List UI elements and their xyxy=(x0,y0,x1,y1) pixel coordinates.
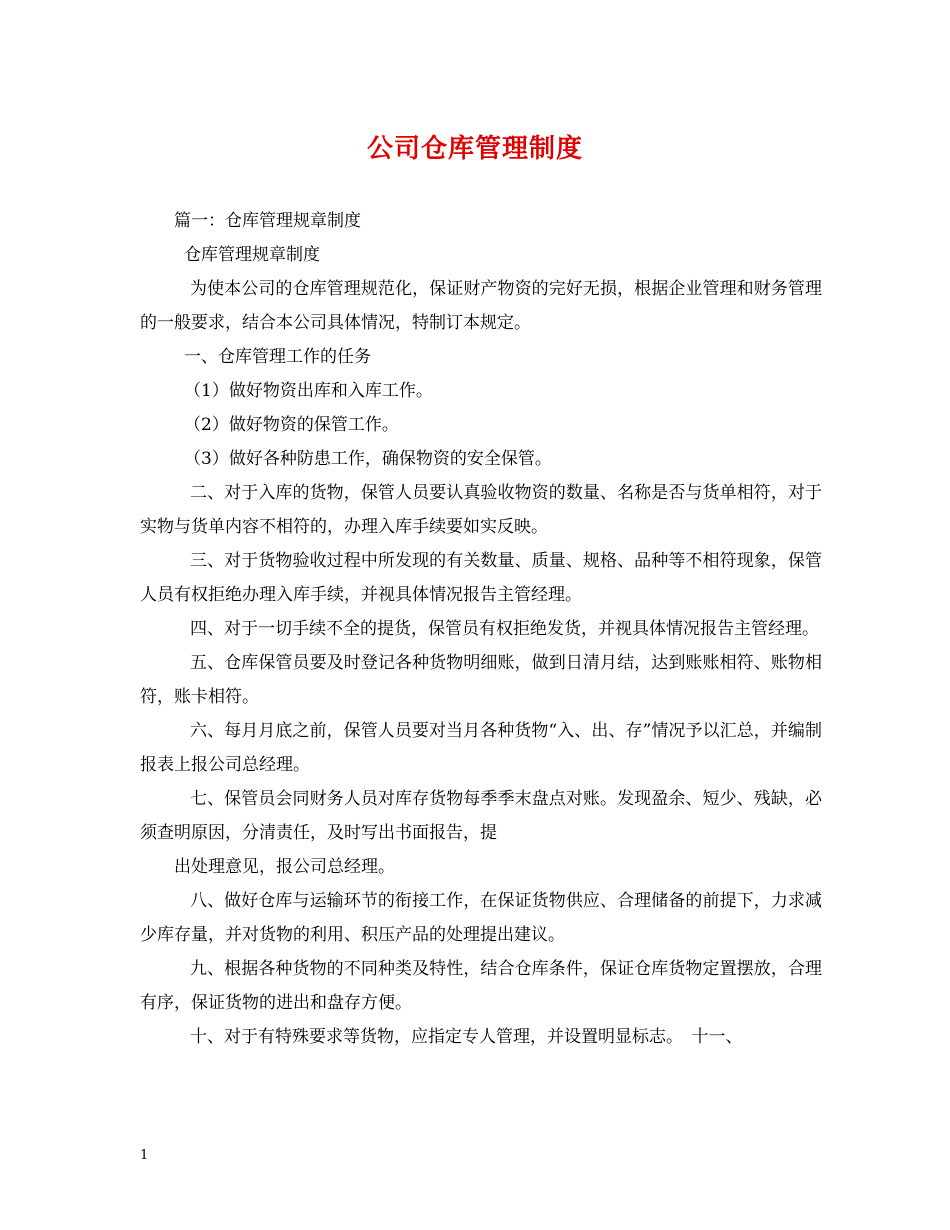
document-title: 公司仓库管理制度 xyxy=(366,134,583,164)
paragraph-item-7-continued: 出处理意见，报公司总经理。 xyxy=(174,857,395,877)
paragraph-item-8: 八、做好仓库与运输环节的衔接工作，在保证货物供应、合理储备的前提下，力求减少库存量，并对货物的利用、积压产品的处理提出建议。 xyxy=(140,891,822,945)
paragraph-item-5: 五、仓库保管员要及时登记各种货物明细账，做到日清月结，达到账账相符、账物相符，账卡相符。 xyxy=(140,653,822,707)
page-number: 1 xyxy=(140,1148,149,1163)
paragraph-subitem-1: （1）做好物资出库和入库工作。 xyxy=(184,381,433,401)
section-heading: 篇一：仓库管理规章制度 xyxy=(174,211,361,231)
paragraph-item-7: 七、保管员会同财务人员对库存货物每季季末盘点对账。发现盈余、短少、残缺，必须查明原因，分清责任，及时写出书面报告，提 xyxy=(140,789,822,843)
paragraph-intro: 为使本公司的仓库管理规范化，保证财产物资的完好无损，根据企业管理和财务管理的一般要求，结合本公司具体情况，特制订本规定。 xyxy=(140,279,822,333)
paragraph-subitem-3: （3）做好各种防患工作，确保物资的安全保管。 xyxy=(184,449,552,469)
paragraph-item-2: 二、对于入库的货物，保管人员要认真验收物资的数量、名称是否与货单相符，对于实物与货单内容不相符的，办理入库手续要如实反映。 xyxy=(140,483,822,537)
paragraph-item-6: 六、每月月底之前，保管人员要对当月各种货物“入、出、存”情况予以汇总，并编制报表上报公司总经理。 xyxy=(140,721,822,775)
paragraph-item-4: 四、对于一切手续不全的提货，保管员有权拒绝发货，并视具体情况报告主管经理。 xyxy=(190,619,819,639)
paragraph-item-3: 三、对于货物验收过程中所发现的有关数量、质量、规格、品种等不相符现象，保管人员有权拒绝办理入库手续，并视具体情况报告主管经理。 xyxy=(140,551,822,605)
paragraph-subitem-2: （2）做好物资的保管工作。 xyxy=(184,415,399,435)
paragraph-item-1: 一、仓库管理工作的任务 xyxy=(184,347,371,367)
document-body xyxy=(140,204,822,1054)
subtitle: 仓库管理规章制度 xyxy=(184,245,320,265)
paragraph-item-10: 十、对于有特殊要求等货物，应指定专人管理，并设置明显标志。 十一、 xyxy=(190,1027,743,1047)
paragraph-item-9: 九、根据各种货物的不同种类及特性，结合仓库条件，保证仓库货物定置摆放，合理有序，保证货物的进出和盘存方便。 xyxy=(140,959,822,1013)
